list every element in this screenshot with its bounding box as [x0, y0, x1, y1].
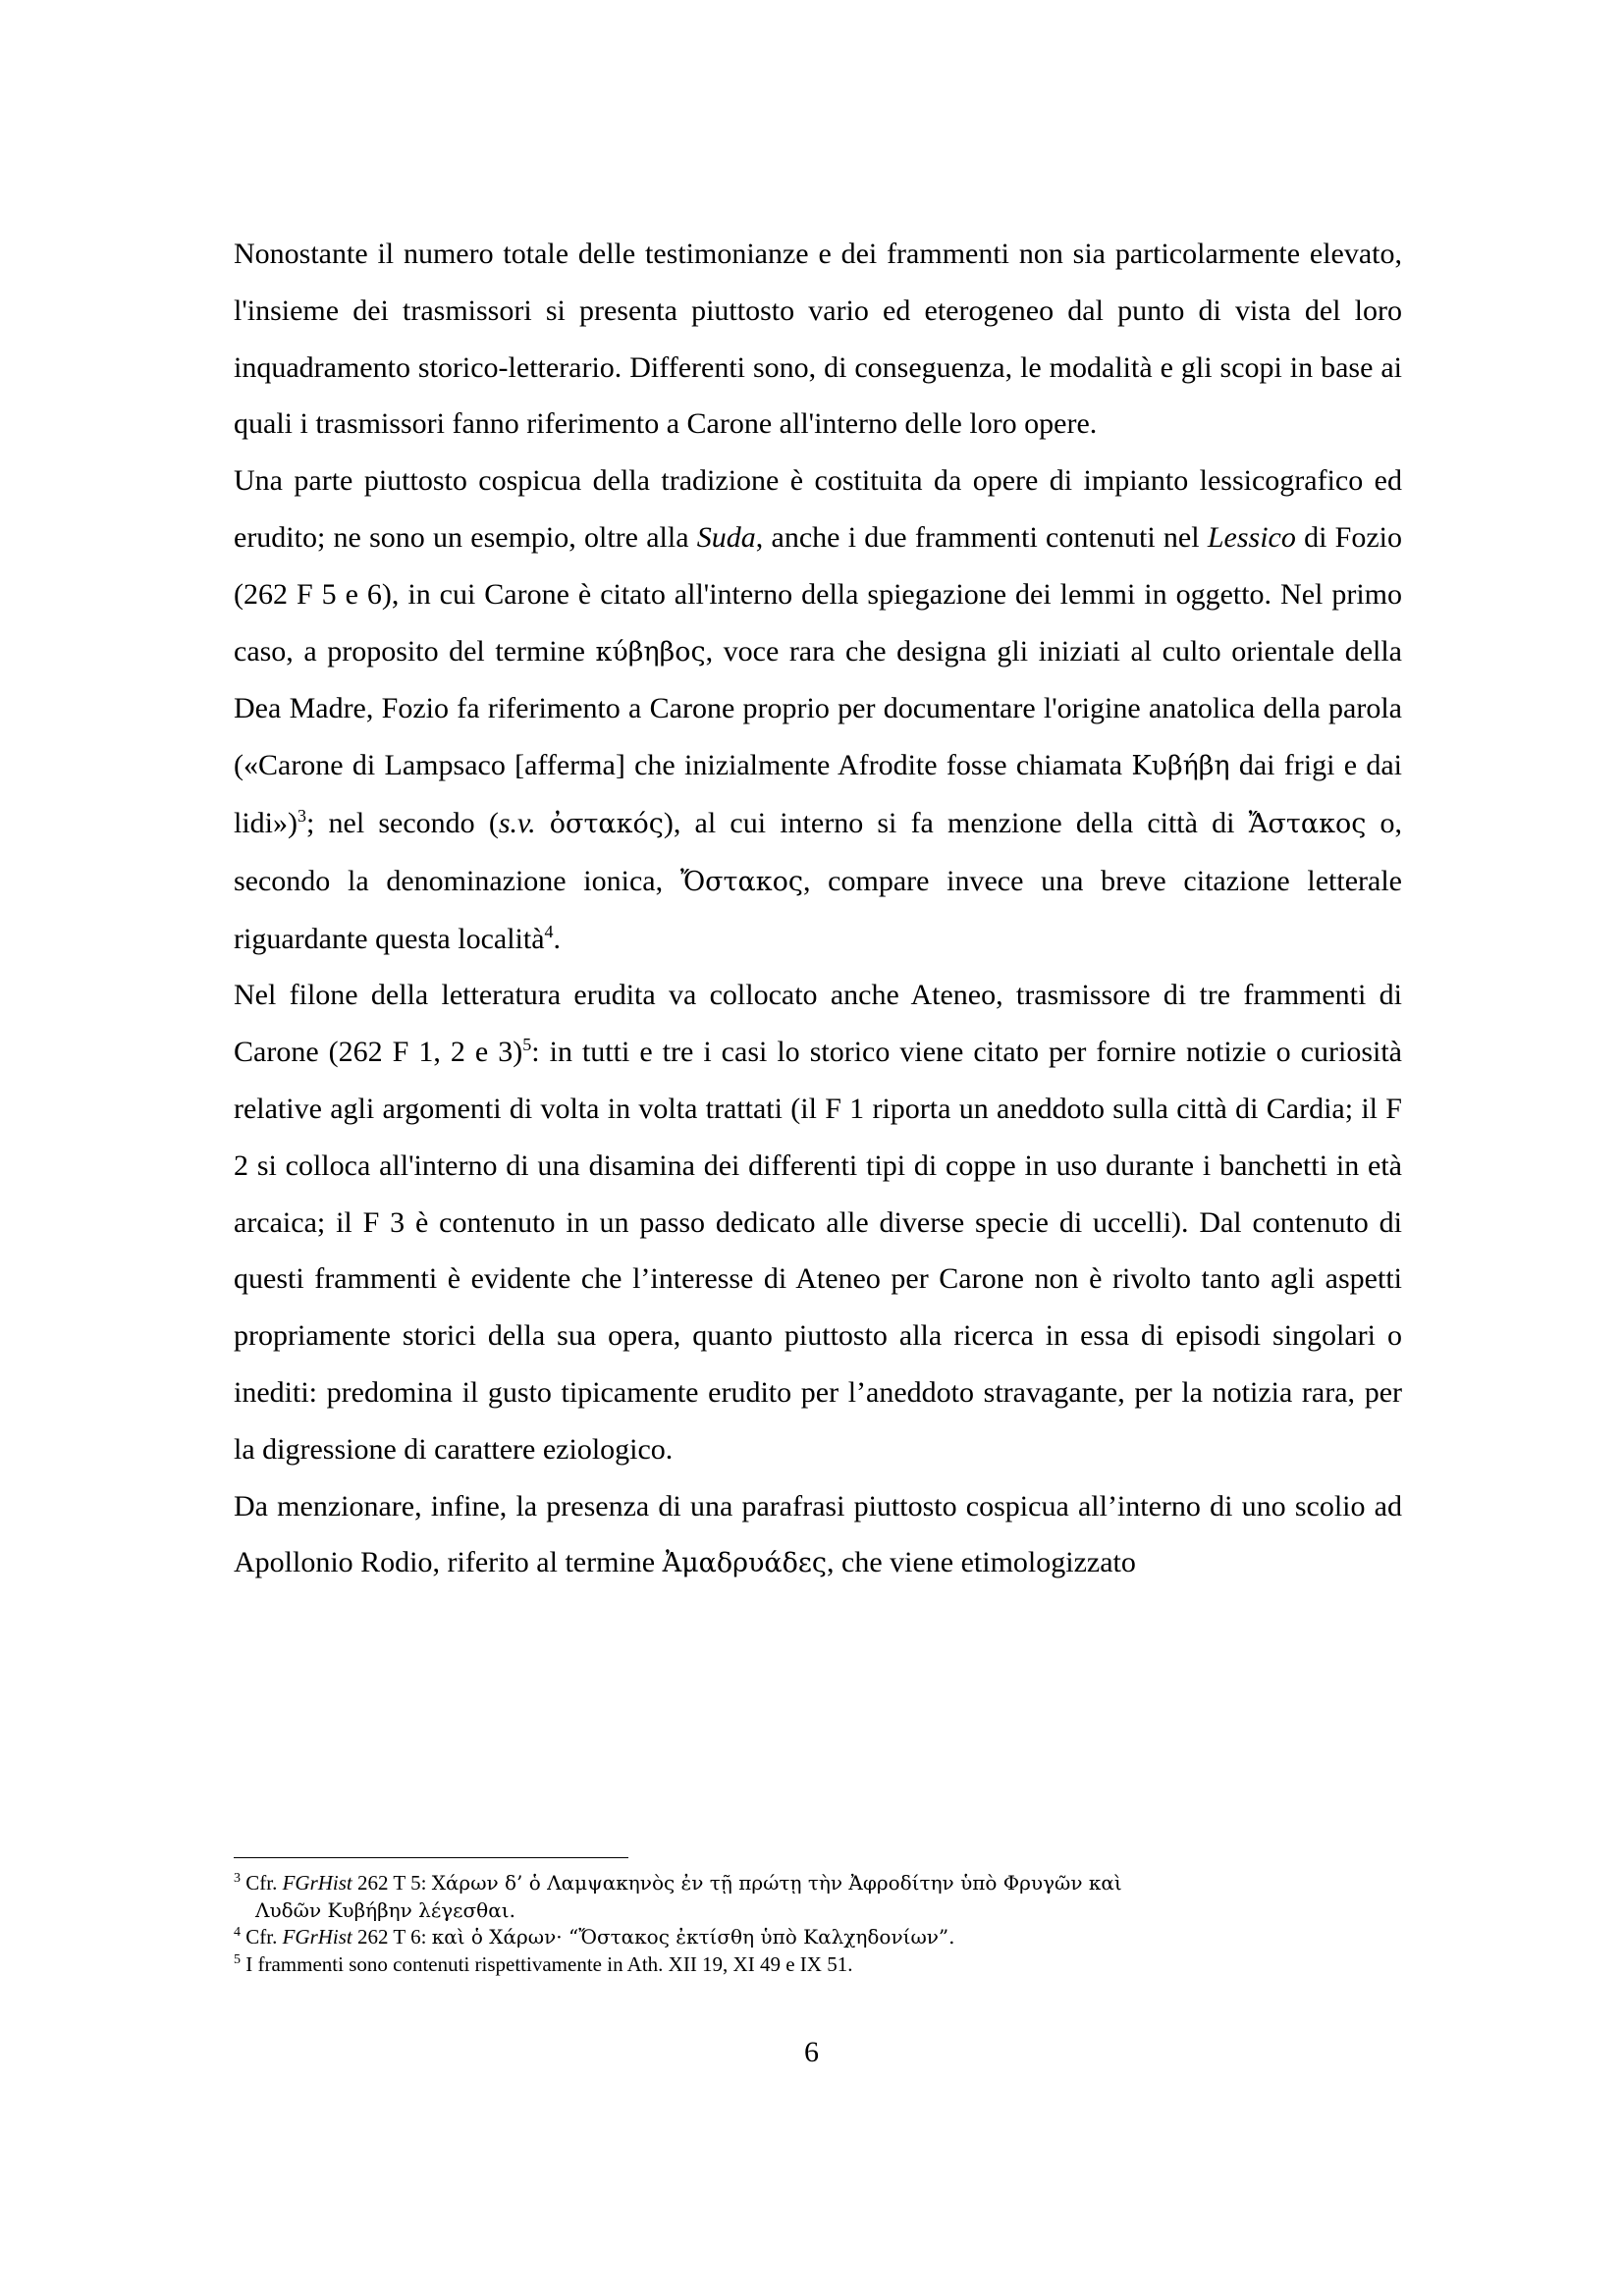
greek-term-ostakos: ὀστακός	[549, 808, 664, 839]
title-lessico: Lessico	[1207, 520, 1296, 554]
greek-term-amadryades: Ἀμαδρυάδες	[662, 1548, 828, 1579]
footnote-3: $^3$ Cfr. FGrHist 262 T 5: Χάρων δ’ ὁ Λαμψακηνὸς ἐν τῇ πρώτῃ τὴν Ἀφροδίτην ὑπὸ Φρυγῶν καὶ Λυδῶν Κυβήβην λέγεσθαι.	[234, 1871, 1122, 1922]
page-number: 6	[804, 2036, 819, 2068]
paragraph-4: Da menzionare, infine, la presenza di una parafrasi piuttosto cospicua all’interno di uno scolio ad Apollonio Rodio, riferito al termine Ἀμαδρυάδες, che viene etimologizzato	[234, 1489, 1402, 1579]
footnote-4: $^4$ Cfr. FGrHist 262 T 6: καὶ ὁ Χάρων· “Ὄστακος ἐκτίσθη ὑπὸ Καλχηδονίων”.	[234, 1925, 955, 1949]
footnote-ref-5: 5	[522, 1035, 532, 1055]
paragraph-2: Una parte piuttosto cospicua della tradizione è costituita da opere di impianto lessicografico ed erudito; ne sono un esempio, oltre alla Suda, anche i due frammenti contenuti nel Lessico di Fozio (262 F 5 e 6), in cui Carone è citato all'interno della spiegazione dei lemmi in oggetto. Nel primo caso, a proposito del termine κύβηβος, voce rara che designa gli iniziati al culto orientale della Dea Madre, Fozio fa riferimento a Carone proprio per documentare l'origine anatolica della parola («Carone di Lampsaco [afferma] che inizialmente Afrodite fosse chiamata Κυβήβη dai frigi e dai lidi»)$^3$; nel secondo (s.v. ὀστακός), al cui interno si fa menzione della città di Ἄστακος o, secondo la denominazione ionica, Ὄστακος, compare invece una breve citazione letterale riguardante questa località$^4$.	[234, 464, 1403, 955]
footnote-ref-4: 4	[544, 921, 554, 941]
footnote-ref-3: 3	[298, 805, 306, 826]
abbr-sv: s.v.	[498, 806, 536, 839]
title-suda: Suda	[696, 520, 756, 554]
paragraph-1: Nonostante il numero totale delle testimonianze e dei frammenti non sia particolarmente elevato, l'insieme dei trasmissori si presenta piuttosto vario ed eterogeneo dal punto di vista del loro inquadramento storico-letterario. Differenti sono, di conseguenza, le modalità e gli scopi in base ai quali i trasmissori fanno riferimento a Carone all'interno delle loro opere.	[234, 238, 1402, 441]
footnotes	[234, 1870, 1402, 1978]
footnote-separator	[234, 1857, 628, 1858]
body-text	[234, 226, 1402, 1592]
greek-term-kybebos: κύβηβος	[595, 636, 706, 667]
greek-term-kybebe: Κυβήβη	[1131, 751, 1230, 782]
greek-term-ostakos-ionic: Ὄστακος	[679, 866, 803, 897]
paragraph-3: Nel filone della letteratura erudita va collocato anche Ateneo, trasmissore di tre frammenti di Carone (262 F 1, 2 e 3)$^5$: in tutti e tre i casi lo storico viene citato per fornire notizie o curiosità relative agli argomenti di volta in volta trattati (il F 1 riporta un aneddoto sulla città di Cardia; il F 2 si colloca all'interno di una disamina dei differenti tipi di coppe in uso durante i banchetti in età arcaica; il F 3 è contenuto in un passo dedicato alle diverse specie di uccelli). Dal contenuto di questi frammenti è evidente che l’interesse di Ateneo per Carone non è rivolto tanto agli aspetti propriamente storici della sua opera, quanto piuttosto alla ricerca in essa di episodi singolari o inediti: predomina il gusto tipicamente erudito per l’aneddoto stravagante, per la notizia rara, per la digressione di carattere eziologico.	[234, 979, 1402, 1466]
greek-term-astakos: Ἄστακος	[1248, 808, 1367, 839]
footnote-5: $^5$ I frammenti sono contenuti rispettivamente in Ath. XII 19, XI 49 e IX 51.	[234, 1951, 853, 1976]
